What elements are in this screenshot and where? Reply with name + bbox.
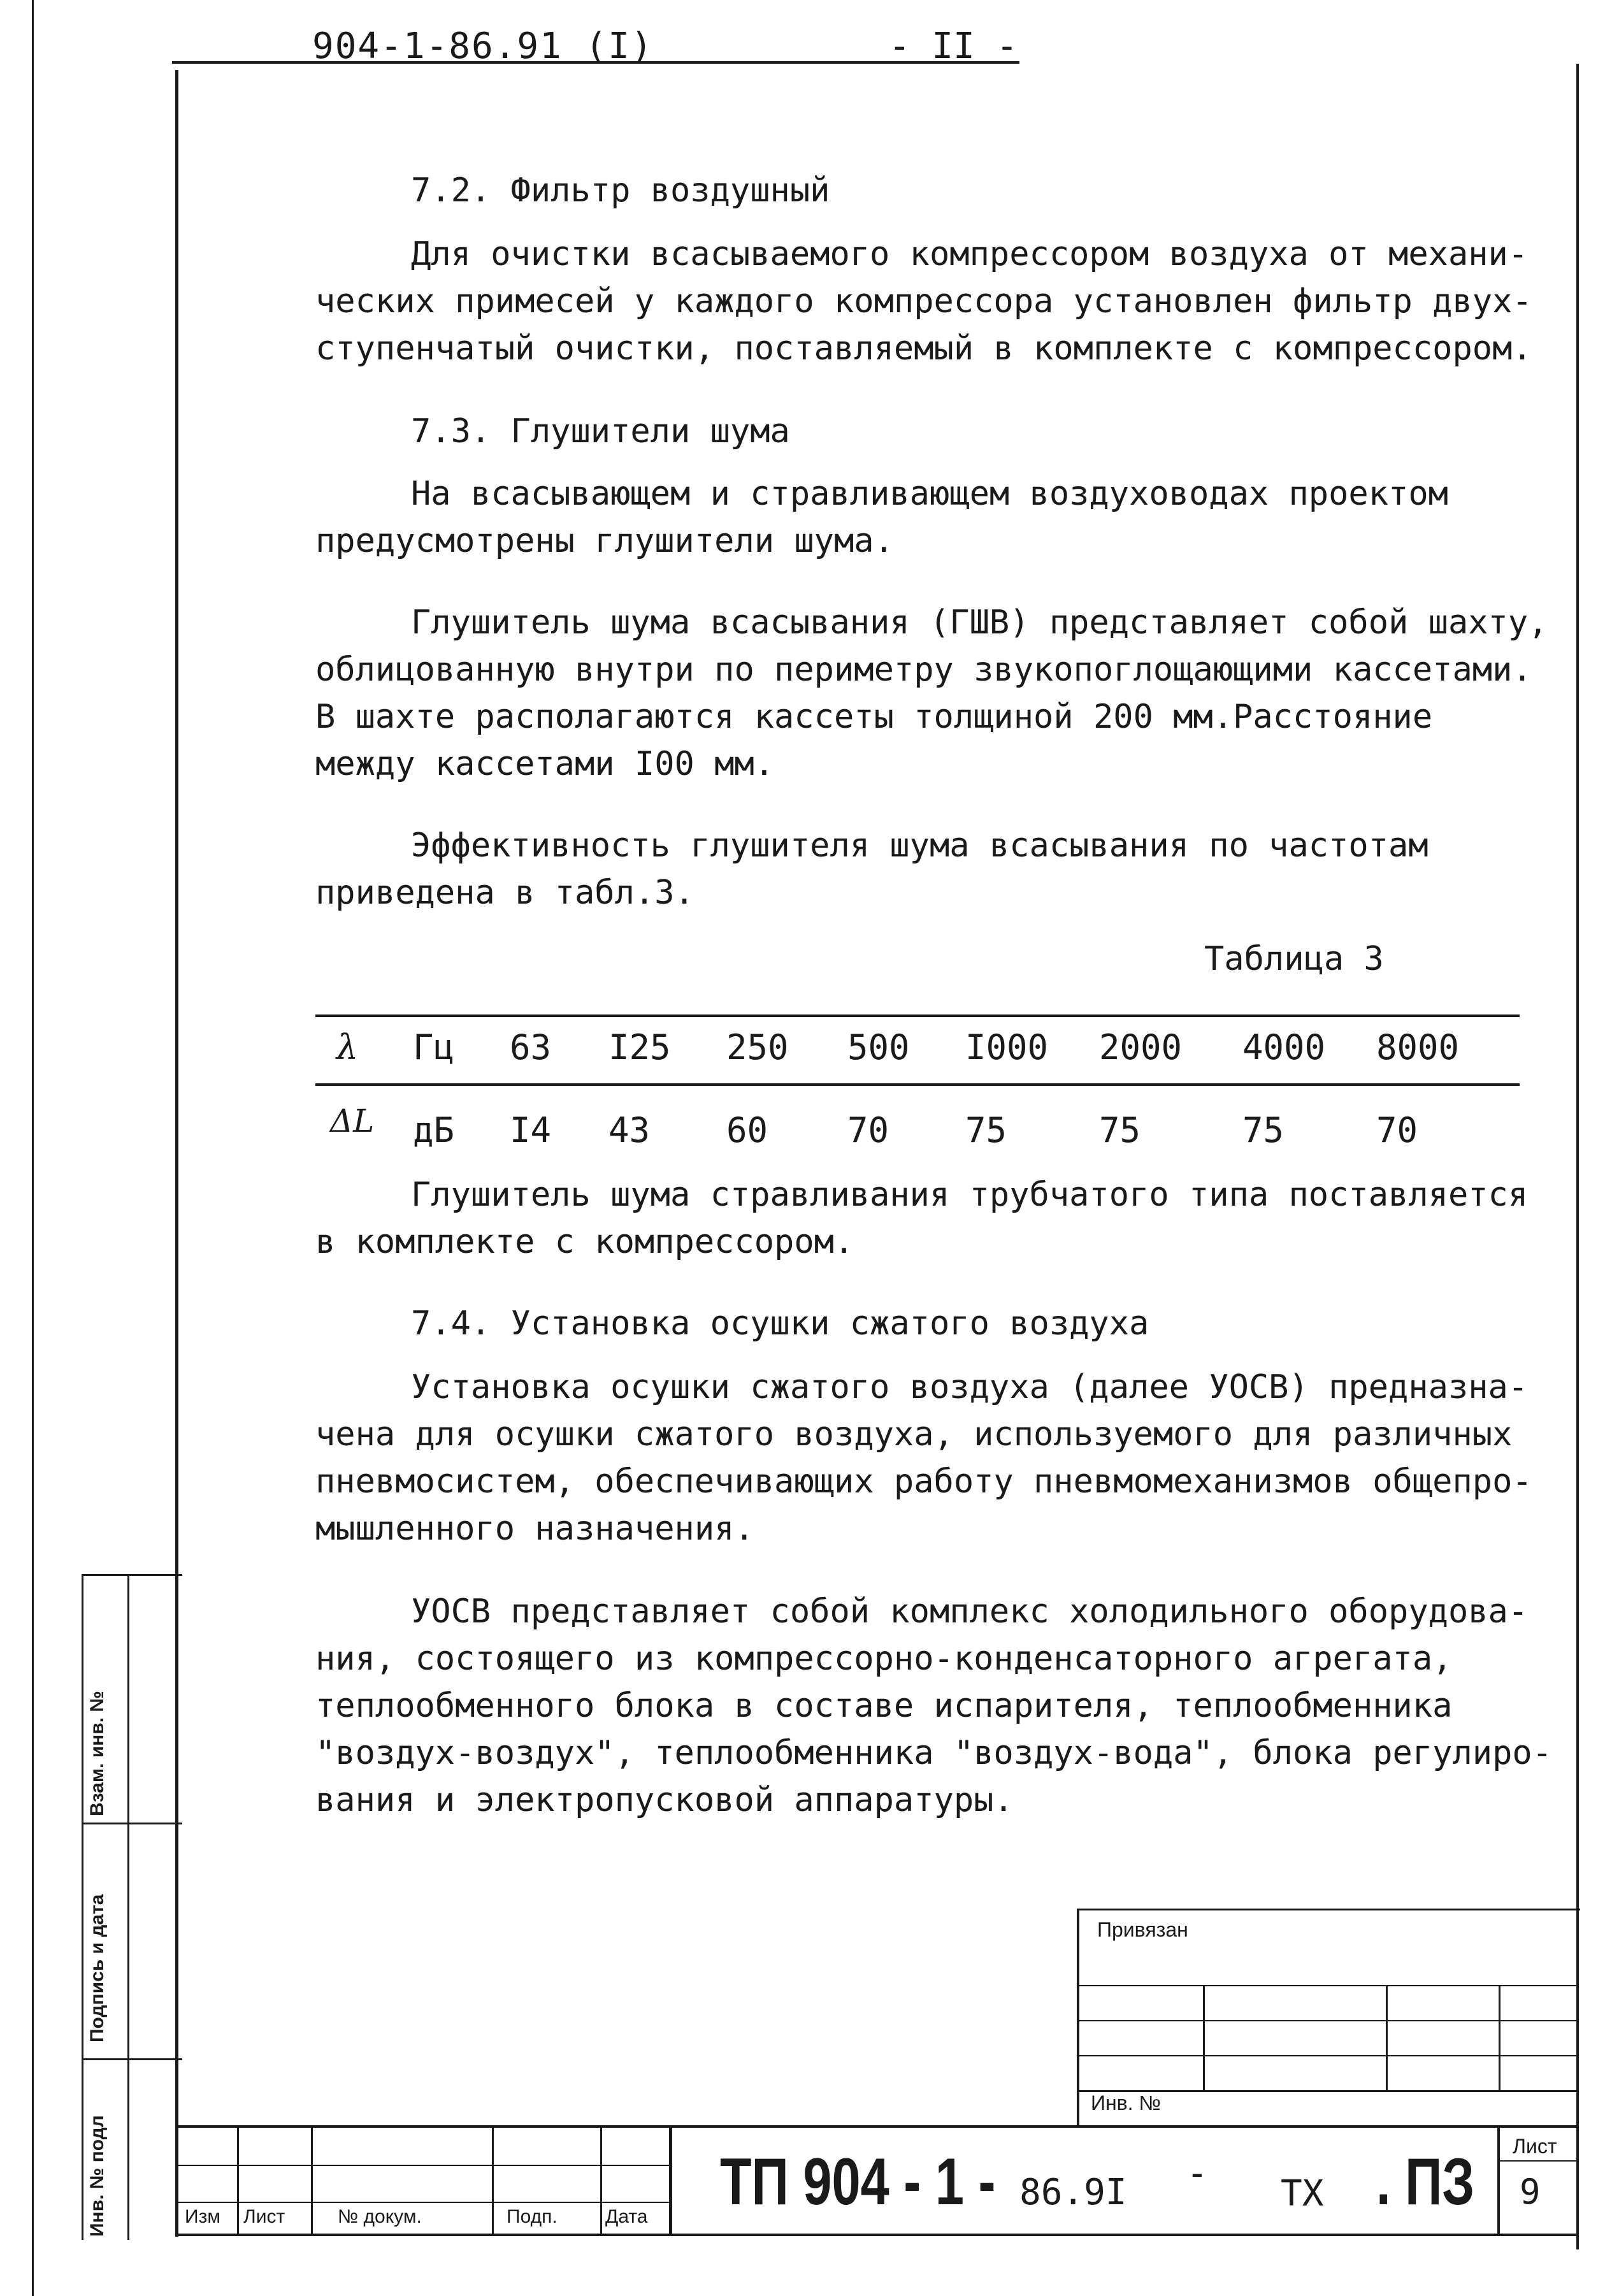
title-block-col-line [311,2125,313,2234]
table-frequency: 4000 [1242,1027,1326,1067]
text-line: Эффективность глушителя шума всасывания по частотам [411,827,1428,865]
table-row2-label: ΔL [330,1102,375,1139]
frame-left-line [175,70,178,2237]
privyazan-left-line [1077,1909,1079,2125]
side-column-inner-line [127,1574,129,2240]
sheet-box-divider [1500,2160,1576,2162]
text-line: в комплекте с компрессором. [315,1223,854,1261]
header-doc-ref: 904-1-86.91 (I) [312,25,654,67]
text-line: мышленного назначения. [315,1510,754,1548]
frame-bottom-line [175,2234,1579,2236]
text-line: теплообменного блока в составе испарителя, теплообменника [315,1687,1453,1725]
section-7-4-paragraph-1 [315,1364,1532,1552]
designation-year: 86.9I [1019,2172,1127,2213]
side-label-vzam: Взам. инв. № [87,1691,108,1816]
title-block-col-line [1497,2125,1500,2234]
table-attenuation: 43 [608,1110,651,1150]
side-label-podpis: Подпись и дата [87,1894,108,2042]
column-data: Дата [605,2206,648,2227]
side-label-inv: Инв. № подл [87,2115,108,2237]
table-attenuation: 70 [847,1110,889,1150]
designation-main: ТП 904 - 1 - [720,2145,996,2219]
text-line: Для очистки всасываемого компрессором воздуха от механи- [411,235,1529,273]
text-line: На всасывающем и стравливающем воздуховодах проектом [411,475,1448,513]
table-attenuation: 60 [726,1110,768,1150]
section-7-3-paragraph-1 [315,470,1448,565]
table-row1-unit: Гц [413,1027,455,1067]
designation-pz: . ПЗ [1376,2145,1475,2219]
page-edge [32,0,34,2296]
privyazan-row-line [1079,1985,1576,1986]
title-block-col-line [492,2125,494,2234]
table-attenuation: 75 [1242,1110,1284,1150]
table-frequency: 500 [847,1027,910,1067]
text-line: облицованную внутри по периметру звукопоглощающими кассетами. [315,651,1532,689]
designation-tx: ТХ [1281,2173,1324,2214]
table-attenuation: I4 [510,1110,552,1150]
text-line: предусмотрены глушители шума. [315,522,894,560]
text-line: между кассетами I00 мм. [315,745,775,783]
section-7-4-title: 7.4. Установка осушки сжатого воздуха [411,1304,1149,1343]
section-7-3-title: 7.3. Глушители шума [411,412,790,451]
text-line: ния, состоящего из компрессорно-конденсаторного агрегата, [315,1640,1453,1678]
table-top-rule [315,1014,1520,1017]
privyazan-top-line [1077,1909,1580,1910]
side-column-top-line [82,1574,182,1576]
column-dokum: № докум. [338,2206,422,2227]
text-line: УОСВ представляет собой комплекс холодильного оборудова- [411,1592,1529,1631]
text-line: ческих примесей у каждого компрессора установлен фильтр двух- [315,282,1532,321]
sheet-number: 9 [1520,2172,1541,2212]
table-attenuation: 70 [1376,1110,1418,1150]
column-list: Лист [243,2206,285,2227]
section-7-3-paragraph-4 [315,1171,1528,1266]
table-frequency: I000 [965,1027,1049,1067]
title-block-col-line [237,2125,239,2234]
privyazan-col-line [1386,1985,1388,2090]
table-row2-unit: дБ [413,1110,455,1150]
column-podp: Подп. [507,2206,558,2227]
title-block-col-line [669,2125,672,2234]
table-attenuation: 75 [1099,1110,1141,1150]
text-line: чена для осушки сжатого воздуха, используемого для различных [315,1415,1513,1454]
table-frequency: 8000 [1376,1027,1460,1067]
title-block-row-line [178,2165,669,2166]
section-7-4-paragraph-2 [315,1588,1552,1824]
table-mid-rule [315,1083,1520,1086]
section-7-3-paragraph-2 [315,599,1548,788]
text-line: "воздух-воздух", теплообменника "воздух-вода", блока регулиро- [315,1734,1553,1772]
table-frequency: 250 [726,1027,789,1067]
table-row1-label: λ [336,1027,359,1067]
privyazan-col-line [1203,1985,1205,2090]
text-line: ступенчатый очистки, поставляемый в комплекте с компрессором. [315,329,1532,368]
text-line: Глушитель шума всасывания (ГШВ) представляет собой шахту, [411,603,1548,642]
title-block-row-line [178,2202,669,2203]
privyazan-col-line [1499,1985,1500,2090]
frame-right-line [1576,64,1579,2249]
sheet-label: Лист [1513,2135,1557,2158]
privyazan-row-line [1079,2055,1576,2056]
side-column-divider [82,1823,182,1824]
title-block-top-line [178,2125,1576,2128]
inv-number-label: Инв. № [1091,2091,1161,2114]
side-column-left-line [82,1574,83,2240]
section-7-3-paragraph-3 [315,822,1428,916]
table-frequency: 2000 [1099,1027,1183,1067]
table-caption: Таблица 3 [1204,940,1384,978]
privyazan-row-line [1079,2020,1576,2021]
header-page-marker: - II - [889,25,1018,67]
section-7-2-title: 7.2. Фильтр воздушный [411,171,830,210]
table-attenuation: 75 [965,1110,1007,1150]
text-line: В шахте располагаются кассеты толщиной 200 мм.Расстояние [315,698,1433,736]
text-line: Установка осушки сжатого воздуха (далее УОСВ) предназна- [411,1368,1529,1406]
column-izm: Изм [185,2206,220,2227]
text-line: вания и электропусковой аппаратуры. [315,1781,1014,1819]
section-7-2-paragraph [315,231,1532,372]
text-line: пневмосистем, обеспечивающих работу пневмомеханизмов общепро- [315,1462,1532,1501]
table-frequency: I25 [608,1027,671,1067]
designation-dash: - [1186,2153,1208,2194]
side-column-divider [82,2058,182,2060]
text-line: Глушитель шума стравливания трубчатого типа поставляется [411,1176,1529,1214]
table-frequency: 63 [510,1027,552,1067]
text-line: приведена в табл.3. [315,874,694,912]
privyazan-label: Привязан [1097,1918,1188,1941]
title-block-col-line [600,2125,602,2234]
